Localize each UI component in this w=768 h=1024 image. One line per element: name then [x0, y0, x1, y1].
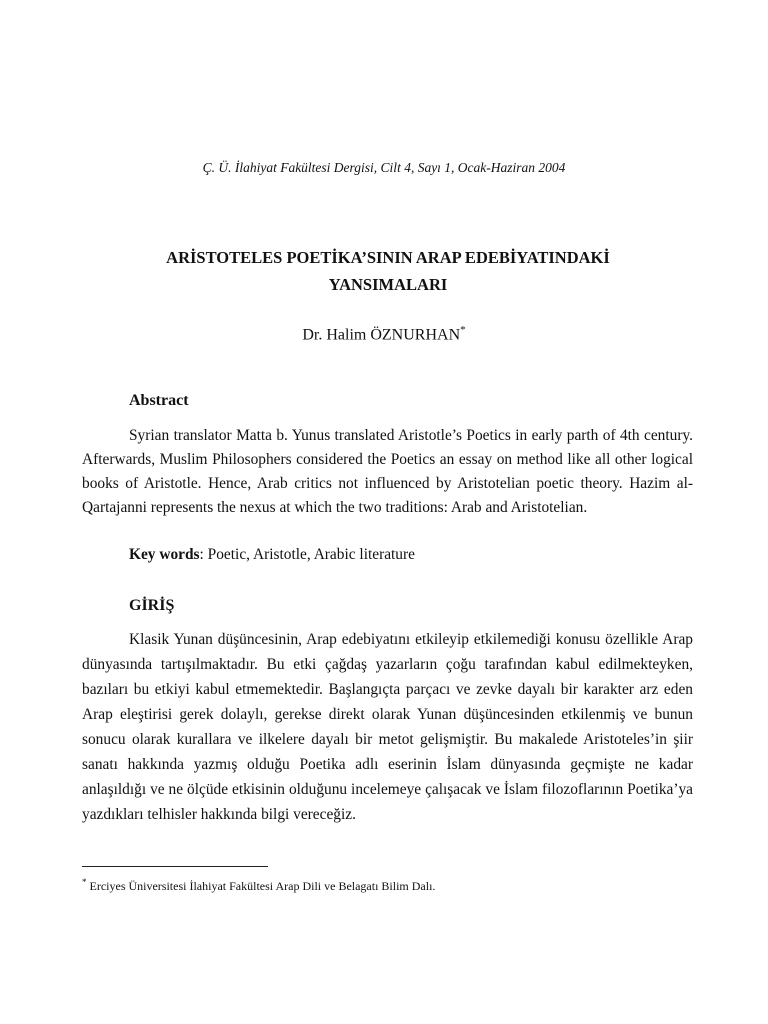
- giris-heading: GİRİŞ: [129, 597, 175, 614]
- journal-header: Ç. Ü. İlahiyat Fakültesi Dergisi, Cilt 4, Sayı 1, Ocak-Haziran 2004: [202, 160, 566, 175]
- keywords-separator: :: [199, 546, 204, 563]
- author-name: Dr. Halim ÖZNURHAN: [302, 326, 461, 344]
- abstract-heading: Abstract: [129, 392, 189, 409]
- giris-body-text: Klasik Yunan düşüncesinin, Arap edebiyatını etkileyip etkilemediği konusu özellikle Arap dünyasında tartışılmaktadır. Bu etki çağdaş yazarların çoğu tarafından kabul edilmekteyken, bazıları bu etkiyi kabul etmemektedir. Başlangıçta parçacı ve zevke dayalı bir karakter arz eden Arap eleştirisi gerek dolaylı, gerekse direkt olarak Yunan düşüncesinden etkilenmiş ve bunun sonucu olarak kurallara ve ilkelere dayalı bir metot gelişmiştir. Bu makalede Aristoteles’in şiir sanatı hakkında yazmış olduğu Poetika adlı eserinin İslam dünyasında geçmişte ne kadar anlaşıldığı ve ne ölçüde etkisinin olduğunu incelemeye çalışacak ve İslam filozoflarının Poetika’ya yazdıkları telhisler hakkında bilgi vereceğiz.: [82, 631, 693, 823]
- keywords-value: Poetic, Aristotle, Arabic literature: [203, 546, 415, 563]
- footnote-marker: *: [82, 877, 87, 887]
- giris-text: [82, 627, 693, 827]
- article-title: [84, 244, 692, 298]
- abstract-text: [82, 424, 693, 520]
- abstract-body-text: Syrian translator Matta b. Yunus translated Aristotle’s Poetics in early parth of 4th century. Afterwards, Muslim Philosophers considered the Poetics an essay on method like all other logical books of Aristotle. Hence, Arab critics not influenced by Aristotelian poetic theory. Hazim al-Qartajanni represents the nexus at which the two traditions: Arab and Aristotelian.: [82, 427, 693, 516]
- title-line-2: YANSIMALARI: [328, 275, 448, 294]
- keywords-line: [129, 546, 415, 564]
- title-line-1: ARİSTOTELES POETİKA’SININ ARAP EDEBİYATINDAKİ: [166, 248, 610, 267]
- footnote-divider: [82, 866, 268, 867]
- author-line: [0, 324, 768, 344]
- footnote: [82, 877, 435, 894]
- footnote-text: Erciyes Üniversitesi İlahiyat Fakültesi Arap Dili ve Belagatı Bilim Dalı.: [86, 879, 436, 893]
- author-footnote-marker: *: [460, 324, 466, 336]
- keywords-label: Key words: [129, 546, 200, 563]
